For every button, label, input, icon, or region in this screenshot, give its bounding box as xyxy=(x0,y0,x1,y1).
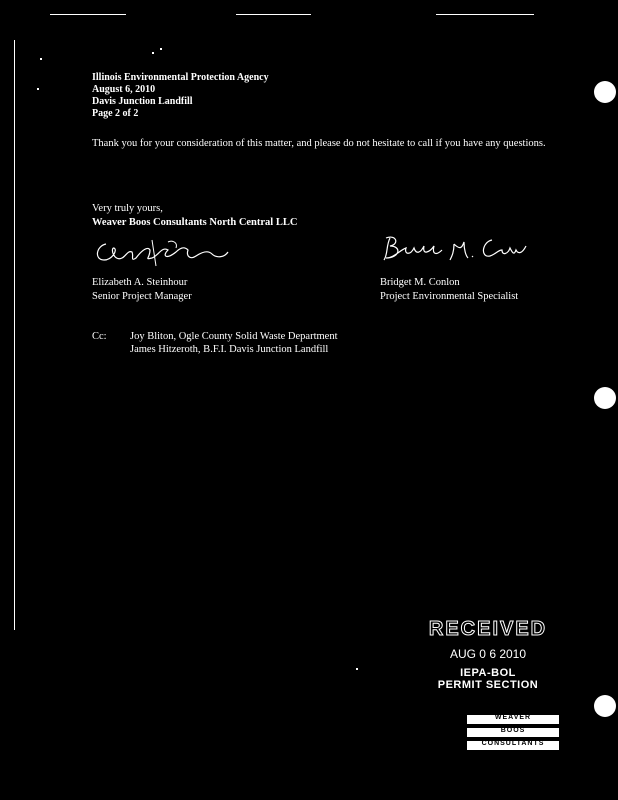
logo-text: WEAVER xyxy=(494,714,532,721)
cc-item: Joy Bliton, Ogle County Solid Waste Department xyxy=(130,331,338,342)
scan-edge-line xyxy=(50,14,126,15)
company-name: Weaver Boos Consultants North Central LLC xyxy=(92,217,298,228)
logo-text: CONSULTANTS xyxy=(481,740,545,747)
signer-title: Project Environmental Specialist xyxy=(380,291,519,302)
signature-steinhour xyxy=(92,236,232,270)
signature-conlon xyxy=(380,232,530,266)
letter-closing xyxy=(92,202,297,230)
scan-speck xyxy=(152,52,154,54)
received-stamp xyxy=(420,618,556,691)
signer-name: Bridget M. Conlon xyxy=(380,277,460,288)
letter-body: Thank you for your consideration of this matter, and please do not hesitate to call if you have any questions. xyxy=(92,138,546,149)
scan-edge-line xyxy=(436,14,534,15)
scan-edge-line xyxy=(14,40,15,630)
cc-list xyxy=(130,330,338,356)
signer-name: Elizabeth A. Steinhour xyxy=(92,277,188,288)
closing-phrase: Very truly yours, xyxy=(92,203,163,214)
signer-title: Senior Project Manager xyxy=(92,291,192,302)
header-page: Page 2 of 2 xyxy=(92,108,139,119)
punch-hole xyxy=(594,695,616,717)
scan-speck xyxy=(37,88,39,90)
letter-header xyxy=(92,72,269,120)
punch-hole xyxy=(594,81,616,103)
cc-item: James Hitzeroth, B.F.I. Davis Junction Landfill xyxy=(130,344,329,355)
cc-label: Cc: xyxy=(92,331,107,342)
stamp-line-1: IEPA-BOL xyxy=(460,667,516,679)
scan-speck xyxy=(160,48,162,50)
scan-edge-line xyxy=(236,14,311,15)
stamp-date: AUG 0 6 2010 xyxy=(449,647,527,661)
header-date: August 6, 2010 xyxy=(92,84,156,95)
scan-speck xyxy=(356,668,358,670)
stamp-line-2: PERMIT SECTION xyxy=(437,679,539,691)
weaver-boos-logo xyxy=(467,715,559,763)
logo-text: BOOS xyxy=(500,727,526,734)
punch-hole xyxy=(594,387,616,409)
header-recipient: Illinois Environmental Protection Agency xyxy=(92,72,269,83)
scan-speck xyxy=(40,58,42,60)
signer-block-1 xyxy=(92,276,192,304)
header-subject: Davis Junction Landfill xyxy=(92,96,193,107)
stamp-title: RECEIVED xyxy=(428,618,548,640)
signer-block-2 xyxy=(380,276,518,304)
